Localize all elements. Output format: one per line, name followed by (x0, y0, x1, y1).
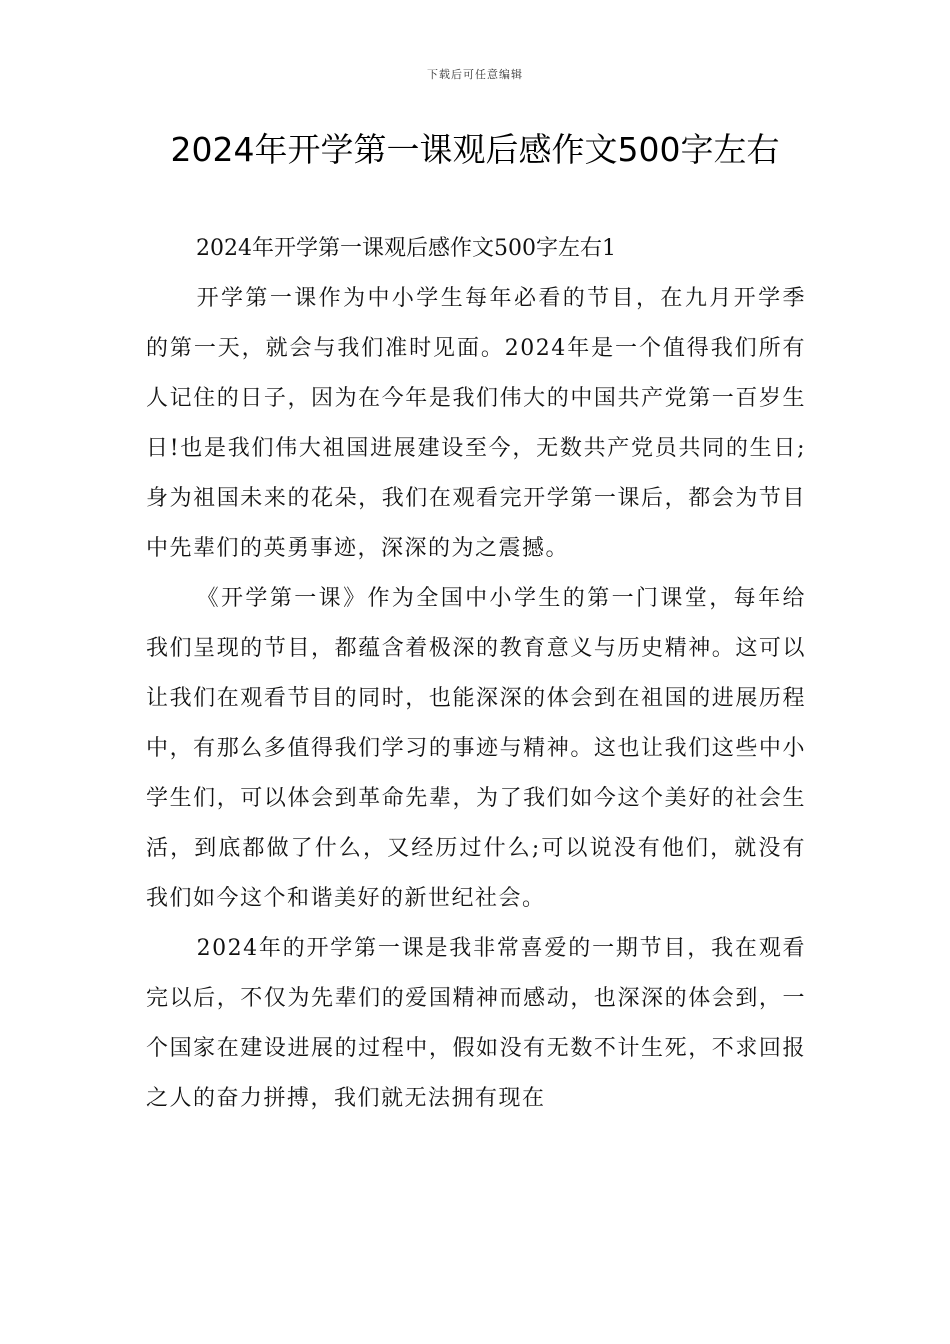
paragraph-2: 《开学第一课》作为全国中小学生的第一门课堂，每年给我们呈现的节目，都蕴含着极深的教育意义与历史精神。这可以让我们在观看节目的同时，也能深深的体会到在祖国的进展历程中，有那么多值得我们学习的事迹与精神。这也让我们这些中小学生们，可以体会到革命先辈，为了我们如今这个美好的社会生活，到底都做了什么，又经历过什么;可以说没有他们，就没有我们如今这个和谐美好的新世纪社会。 (146, 586, 806, 911)
paragraph-3: 2024年的开学第一课是我非常喜爱的一期节目，我在观看完以后，不仅为先辈们的爱国精神而感动，也深深的体会到，一个国家在建设进展的过程中，假如没有无数不计生死，不求回报之人的奋力拼搏，我们就无法拥有现在 (146, 936, 806, 1111)
document-body (146, 224, 806, 1124)
paragraph-1: 开学第一课作为中小学生每年必看的节目，在九月开学季的第一天，就会与我们准时见面。2024年是一个值得我们所有人记住的日子，因为在今年是我们伟大的中国共产党第一百岁生日!也是我们伟大祖国进展建设至今，无数共产党员共同的生日;身为祖国未来的花朵，我们在观看完开学第一课后，都会为节目中先辈们的英勇事迹，深深的为之震撼。 (146, 286, 806, 561)
document-title: 2024年开学第一课观后感作文500字左右 (170, 130, 780, 169)
header-note: 下载后可任意编辑 (427, 68, 523, 81)
section-subheading: 2024年开学第一课观后感作文500字左右1 (196, 236, 616, 261)
